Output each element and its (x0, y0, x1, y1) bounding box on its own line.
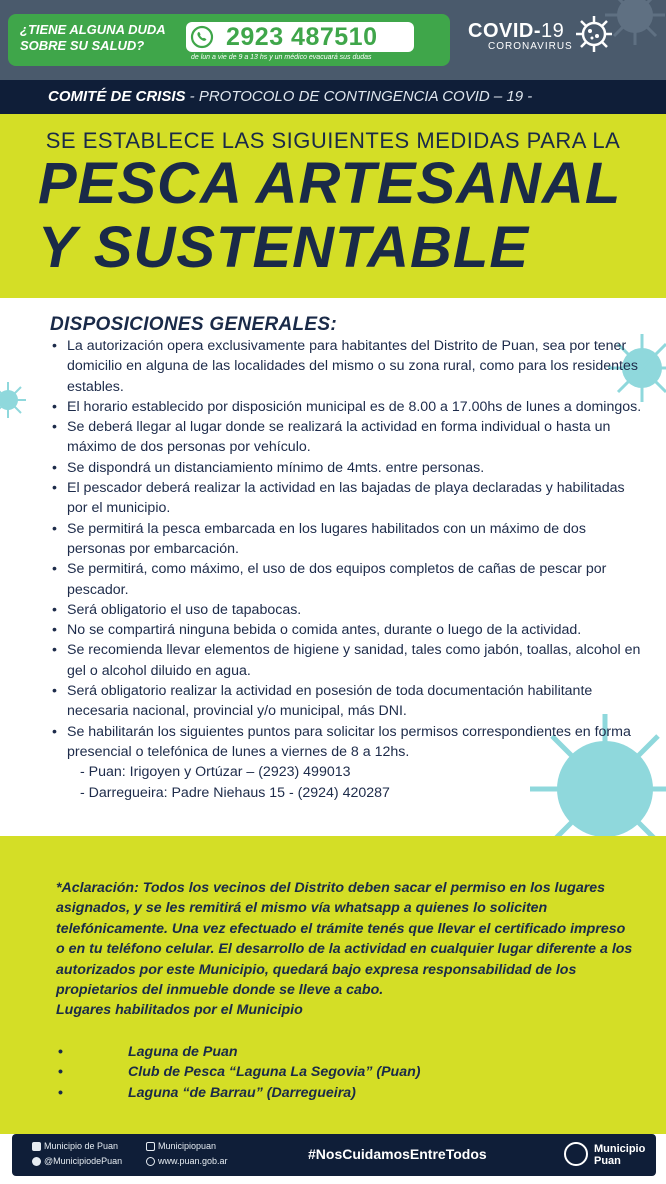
help-subtext: de lun a vie de 9 a 13 hs y un médico evacuará sus dudas (191, 54, 372, 61)
hero-title (38, 152, 621, 280)
hashtag: #NosCuidamosEntreTodos (308, 1146, 487, 1162)
list-item: • No se compartirá ninguna bebida o comida antes, durante o luego de la actividad. (52, 620, 642, 640)
disposiciones-section (0, 298, 666, 836)
list-item: • El pescador deberá realizar la actividad en las bajadas de playa declaradas y habilitadas por el municipio. (52, 478, 642, 519)
municipio-line2: Puan (594, 1155, 621, 1167)
comite-protocol: - PROTOCOLO DE CONTINGENCIA COVID – 19 - (185, 88, 533, 105)
lugares-list (58, 1042, 421, 1103)
twitter-link[interactable] (32, 1156, 122, 1166)
list-item: • Se dispondrá un distanciamiento mínimo de 4mts. entre personas. (52, 458, 642, 478)
facebook-label: Municipio de Puan (44, 1141, 119, 1151)
instagram-link[interactable] (146, 1141, 216, 1151)
facebook-link[interactable] (32, 1141, 118, 1151)
covid-title: COVID- (468, 20, 541, 42)
list-item: • Será obligatorio el uso de tapabocas. (52, 600, 642, 620)
list-item: • La autorización opera exclusivamente para habitantes del Distrito de Puan, sea por tener domicilio en alguna de las localidades del mismo o su zona rural, como para los residentes estables. (52, 336, 642, 397)
list-item: • Se deberá llegar al lugar donde se realizará la actividad en forma individual o hasta un máximo de dos personas por vehículo. (52, 417, 642, 458)
twitter-icon (32, 1157, 41, 1166)
top-bar (0, 0, 666, 80)
virus-decoration-icon (0, 378, 30, 422)
hero-banner (0, 114, 666, 298)
hero-subtitle: SE ESTABLECE LAS SIGUIENTES MEDIDAS PARA LA (45, 128, 621, 153)
health-help-banner[interactable] (8, 14, 450, 66)
list-item: • El horario establecido por disposición municipal es de 8.00 a 17.00hs de lunes a domingos. (52, 397, 642, 417)
aclaracion-text (56, 878, 636, 1021)
list-item: • Club de Pesca “Laguna La Segovia” (Puan) (58, 1062, 421, 1082)
list-item: • Laguna “de Barrau” (Darregueira) (58, 1083, 421, 1103)
municipio-logo-icon (564, 1142, 588, 1166)
list-item: • Laguna de Puan (58, 1042, 421, 1062)
twitter-label: @MunicipiodePuan (44, 1156, 123, 1166)
phone-number-box[interactable] (186, 22, 414, 52)
address-darregueira: - Darregueira: Padre Niehaus 15 - (2924) 420287 (80, 784, 390, 801)
municipio-line1: Municipio (594, 1143, 646, 1155)
list-item: • Será obligatorio realizar la actividad en posesión de toda documentación habilitante necesaria nacional, provincial y/o municipal, más DNI. (52, 681, 642, 722)
globe-icon (146, 1157, 155, 1166)
aclaracion-paragraph: *Aclaración: Todos los vecinos del Distrito deben sacar el permiso en los lugares asignados, y se les remitirá el mismo vía whatsapp a quienes lo soliciten telefónicamente. Una vez efectuado el trámite tenés que llevar el certificado impreso o en tu teléfono celular. El desarrollo de la actividad en cualquier lugar diferente a los autorizados por este Municipio, quedará bajo expresa responsabilidad de los propietarios del inmueble donde se lleve a cabo. (56, 880, 633, 999)
facebook-icon (32, 1142, 41, 1151)
comite-bar (0, 80, 666, 114)
covid-subtitle: CORONAVIRUS (488, 41, 573, 52)
municipio-name (594, 1143, 645, 1167)
list-item: • Se permitirá, como máximo, el uso de dos equipos completos de cañas de pescar por pescador. (52, 559, 642, 600)
help-question: ¿TIENE ALGUNA DUDA SOBRE SU SALUD? (20, 22, 166, 53)
address-puan: - Puan: Irigoyen y Ortúzar – (2923) 499013 (80, 764, 351, 781)
aclaracion-section (0, 836, 666, 1134)
covid-number: 19 (541, 20, 565, 42)
instagram-label: Municipiopuan (158, 1141, 217, 1151)
hero-title-line1: PESCA ARTESANAL (38, 151, 622, 216)
hero-title-line2: Y SUSTENTABLE (38, 215, 530, 280)
list-item: • Se habilitarán los siguientes puntos para solicitar los permisos correspondientes en forma presencial o telefónica de lunes a viernes de 8 a 12hs. (52, 722, 642, 763)
disposiciones-title: DISPOSICIONES GENERALES: (50, 314, 337, 335)
coronavirus-icon (574, 14, 614, 54)
phone-number: 2923 487510 (226, 23, 378, 51)
list-item: • Se permitirá la pesca embarcada en los lugares habilitados con un máximo de dos personas por embarcación. (52, 519, 642, 560)
website-link[interactable] (146, 1156, 228, 1166)
instagram-icon (146, 1142, 155, 1151)
comite-bold: COMITÉ DE CRISIS (48, 88, 186, 105)
website-label: www.puan.gob.ar (158, 1156, 228, 1166)
footer (0, 1134, 666, 1184)
whatsapp-icon (190, 25, 214, 49)
comite-heading (48, 88, 532, 105)
lugares-title: Lugares habilitados por el Municipio (56, 1002, 303, 1019)
footer-bar (12, 1134, 656, 1176)
covid-logo (468, 20, 573, 52)
disposiciones-list (52, 336, 642, 803)
list-item: • Se recomienda llevar elementos de higiene y sanidad, tales como jabón, toallas, alcohol en gel o alcohol diluido en agua. (52, 640, 642, 681)
